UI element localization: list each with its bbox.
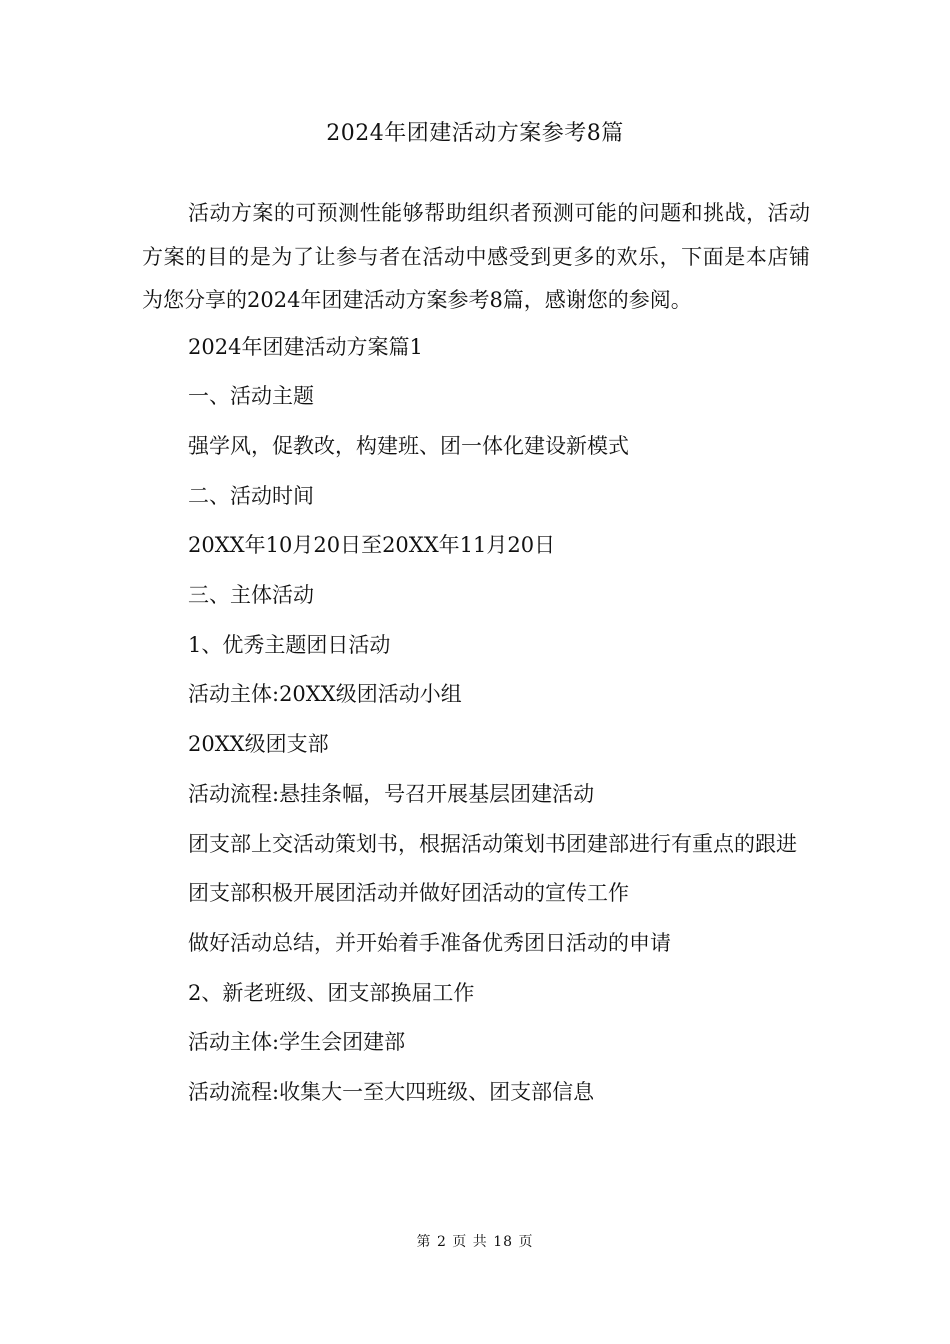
paragraph: 2、新老班级、团支部换届工作 <box>188 980 475 1005</box>
paragraph: 二、活动时间 <box>188 483 314 508</box>
document-title: 2024年团建活动方案参考8篇 <box>326 121 624 146</box>
paragraph: 活动主体:学生会团建部 <box>188 1030 406 1055</box>
paragraph: 一、活动主题 <box>188 384 314 409</box>
paragraph: 1、优秀主题团日活动 <box>188 632 391 657</box>
paragraph: 团支部上交活动策划书，根据活动策划书团建部进行有重点的跟进 <box>188 831 797 856</box>
page-footer: 第 2 页 共 18 页 <box>416 1234 534 1250</box>
paragraph: 活动流程:悬挂条幅，号召开展基层团建活动 <box>188 781 595 806</box>
paragraph: 三、主体活动 <box>188 583 314 608</box>
paragraph: 活动主体:20XX级团活动小组 <box>188 682 462 707</box>
paragraph: 20XX年10月20日至20XX年11月20日 <box>188 533 556 558</box>
paragraph: 2024年团建活动方案篇1 <box>188 334 423 359</box>
paragraph: 做好活动总结，并开始着手准备优秀团日活动的申请 <box>188 930 671 955</box>
paragraph: 团支部积极开展团活动并做好团活动的宣传工作 <box>188 881 629 906</box>
intro-paragraph: 活动方案的可预测性能够帮助组织者预测可能的问题和挑战，活动方案的目的是为了让参与者在活动中感受到更多的欢乐，下面是本店铺为您分享的2024年团建活动方案参考8篇，感谢您的参阅。 <box>142 201 810 312</box>
paragraph: 强学风，促教改，构建班、团一体化建设新模式 <box>188 433 629 458</box>
paragraph: 20XX级团支部 <box>188 732 329 757</box>
paragraph: 活动流程:收集大一至大四班级、团支部信息 <box>188 1080 595 1105</box>
document-body <box>142 192 810 1118</box>
